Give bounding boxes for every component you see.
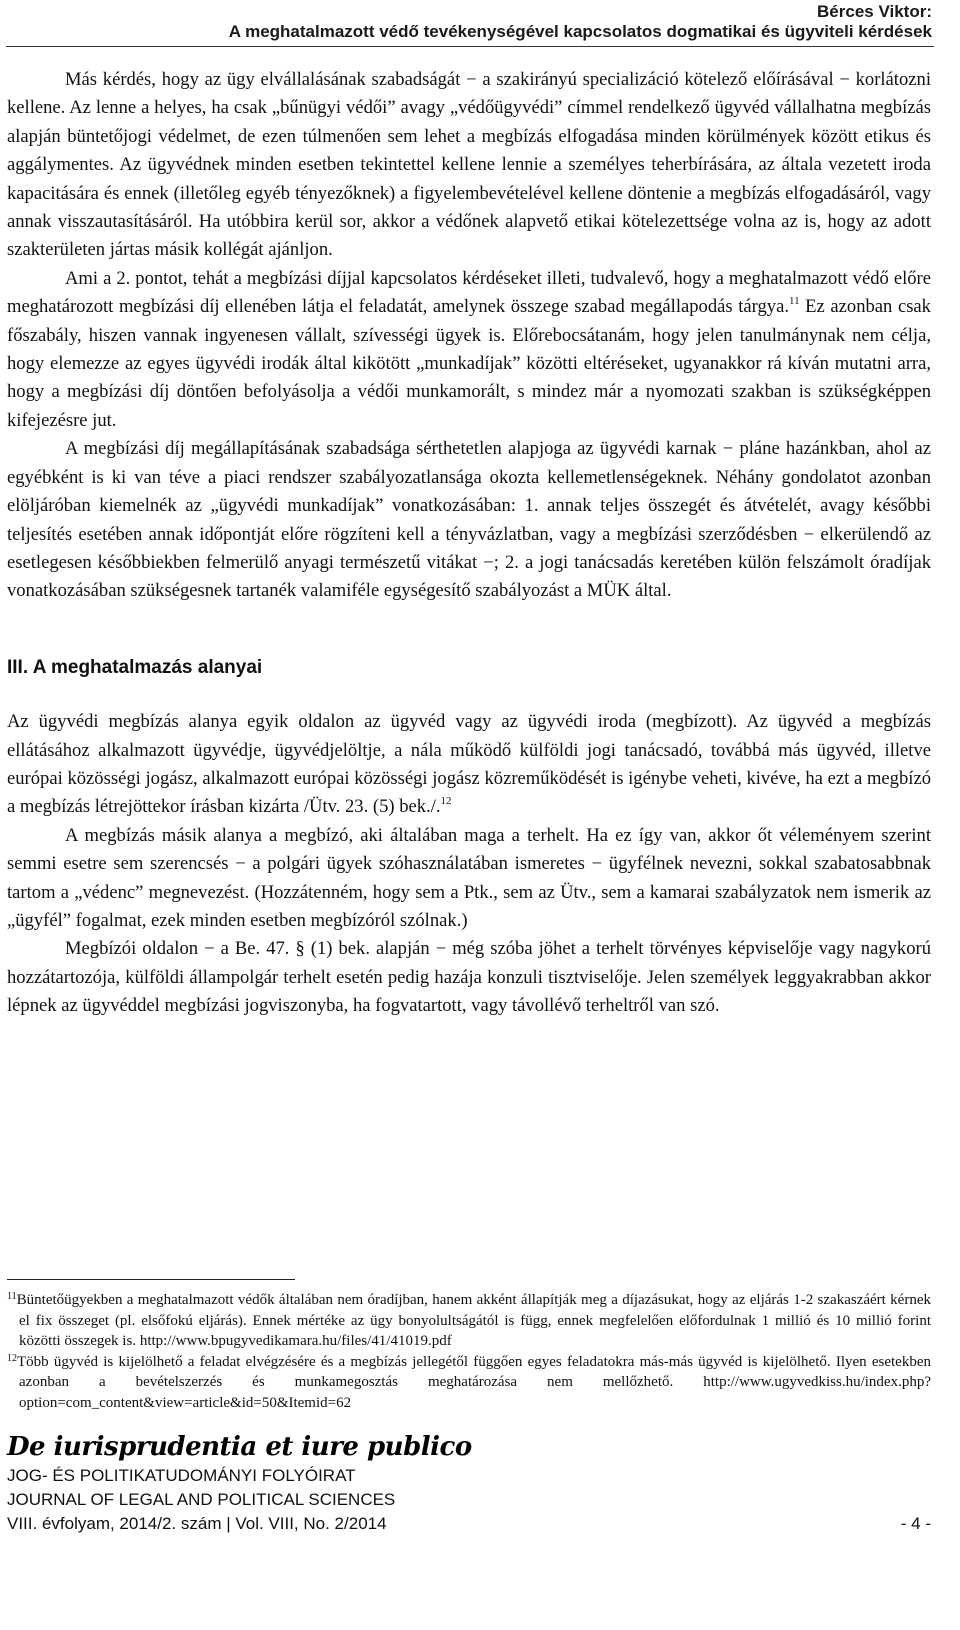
header-title: A meghatalmazott védő tevékenységével kapcsolatos dogmatikai és ügyviteli kérdések [228, 22, 932, 41]
section-heading: III. A meghatalmazás alanyai [7, 656, 263, 678]
journal-name-en: JOURNAL OF LEGAL AND POLITICAL SCIENCES [7, 1490, 396, 1509]
footnote-ref[interactable]: 11 [788, 295, 800, 308]
paragraph: Megbízói oldalon − a Be. 47. § (1) bek. alapján − még szóba jöhet a terhelt törvényes képviselője vagy nagykorú hozzátartozója, külföldi állampolgár terhelt esetén pedig hazája konzuli tisztviselője. Jelen személyek leggyakrabban akkor lépnek az ügyvéddel megbízási jogviszonyba, ha fogvatartott, vagy távollévő terheltről van szó. [7, 938, 931, 1017]
main-text [7, 66, 931, 1021]
paragraph [7, 708, 931, 822]
footnotes [7, 1290, 931, 1413]
page-number: - 4 - [900, 1514, 931, 1533]
header-divider [6, 46, 934, 47]
footnote [7, 1352, 931, 1414]
paragraph: A megbízási díj megállapításának szabadsága sérthetetlen alapjoga az ügyvédi karnak − pláne hazánkban, ahol az egyébként is ki van téve a piaci rendszer szabályozatlansága okozta kellemetlenségeknek. Néhány gondolatot azonban elöljáróban kiemelnék az „ügyvédi munkadíjak” vonatkozásában: 1. annak teljes összegét és átvételét, avagy későbbi teljesítés esetében annak időpontját előre rögzíteni kell a tényvázlatban, vagy a megbízási szerződésben − elkerülendő az esetlegesen későbbiekben felmerülő anyagi természetű vitákat −; 2. a jogi tanácsadás keretében külön felszámolt óradíjak vonatkozásában szükségesnek tartanék valamiféle egységesítő szabályozást a MÜK által. [7, 438, 931, 602]
journal-footer [7, 1430, 931, 1536]
issue-info: VIII. évfolyam, 2014/2. szám | Vol. VIII, No. 2/2014 [7, 1514, 387, 1533]
running-header [229, 2, 932, 42]
paragraph: A megbízás másik alanya a megbízó, aki általában maga a terhelt. Ha ez így van, akkor őt véleményem szerint semmi esetre sem szerencsés − a polgári ügyek szóhasználatában ismeretes − ügyfélnek nevezni, sokkal szabatosabbnak tartom a „védenc” megnevezést. (Hozzátenném, hogy sem a Ptk., sem az Ütv., sem a kamarai szabályzatok nem ismerik az „ügyfél” fogalmat, ezek minden esetben megbízóról szólnak.) [7, 824, 931, 931]
footnote-ref[interactable]: 12 [440, 795, 452, 808]
footnote-number: 12 [7, 1352, 17, 1364]
header-author: Bérces Viktor: [817, 2, 932, 21]
footnote-number: 11 [7, 1291, 17, 1302]
footer-issue-row [7, 1512, 931, 1536]
footnote-text: Büntetőügyekben a meghatalmazott védők általában nem óradíjban, hanem akként állapítják meg a díjazásukat, hogy az eljárás 1-2 szakaszáért kérnek el fix összeget (pl. elsőfokú eljárás). Ennek mértéke az ügy bonyolultságától is függ, ennek megfelelően előfordulnak 1 millió és 10 millió forint közötti összegek is. http://www.bpugyvedikamara.hu/files/41/41019.pdf [16, 1292, 931, 1349]
journal-logo: De iurisprudentia et iure publico [7, 1432, 472, 1462]
paragraph-text: Ami a 2. pontot, tehát a megbízási díjjal kapcsolatos kérdéseket illeti, tudvalevő, hogy a meghatalmazott védő előre meghatározott megbízási díj ellenében látja el feladatát, amelynek összege szabad megállapodás tárgya. [7, 267, 931, 318]
paragraph-text: Ez azonban csak főszabály, hiszen vannak ingyenesen vállalt, szívességi ügyek is. Előrebocsátanám, hogy jelen tanulmánynak nem célja, hogy elemezze az egyes ügyvédi irodák által kikötött „munkadíjak” közötti eltéréseket, ugyanakkor rá kíván mutatni arra, hogy a megbízási díj döntően befolyásolja a védői munkamorált, s mindez már a nyomozati szakban is szükségképpen kifejezésre jut. [7, 296, 931, 431]
footnote [7, 1290, 931, 1352]
footnote-divider [7, 1279, 295, 1280]
paragraph-text: Az ügyvédi megbízás alanya egyik oldalon az ügyvéd vagy az ügyvédi iroda (megbízott). Az ügyvéd a megbízás ellátásához alkalmazott ügyvédje, ügyvédjelöltje, a nála működő külföldi jogi tanácsadó, továbbá más ügyvéd, illetve európai közösségi jogász, alkalmazott európai közösségi jogász közreműködését is igénybe veheti, kivéve, ha ezt a megbízó a megbízás létrejöttekor írásban kizárta /Ütv. 23. (5) bek./. [7, 711, 931, 818]
paragraph [7, 265, 931, 435]
paragraph: Más kérdés, hogy az ügy elvállalásának szabadságát − a szakirányú specializáció kötelező előírásával − korlátozni kellene. Az lenne a helyes, ha csak „bűnügyi védői” avagy „védőügyvédi” címmel rendelkező ügyvéd vállalhatna megbízás alapján büntetőjogi védelmet, de ezen túlmenően sem lehet a megbízás elfogadása minden körülmények között etikus és aggálymentes. Az ügyvédnek minden esetben tekintettel kellene lennie a személyes teherbírására, az általa vezetett iroda kapacitására és ennek (illetőleg egyéb tényezőknek) a figyelembevételével kellene döntenie a megbízás elfogadásáról, vagy annak visszautasításáról. Ha utóbbira kerül sor, akkor a védőnek alapvető etikai kötelezettsége volna az is, hogy az adott szakterületen jártas másik kollégát ajánljon. [7, 69, 931, 261]
journal-name-hu: JOG- ÉS POLITIKATUDOMÁNYI FOLYÓIRAT [7, 1466, 356, 1485]
footnote-text: Több ügyvéd is kijelölhető a feladat elvégzésére és a megbízás jellegétől függően egyes feladatokra más-más ügyvéd is kijelölhető. Ilyen esetekben azonban a bevételszerzés és munkamegosztás meghatározása nem mellőzhető. http://www.ugyvedkiss.hu/index.php?option=com_content&view=article&id=50&Itemid=62 [17, 1353, 931, 1411]
